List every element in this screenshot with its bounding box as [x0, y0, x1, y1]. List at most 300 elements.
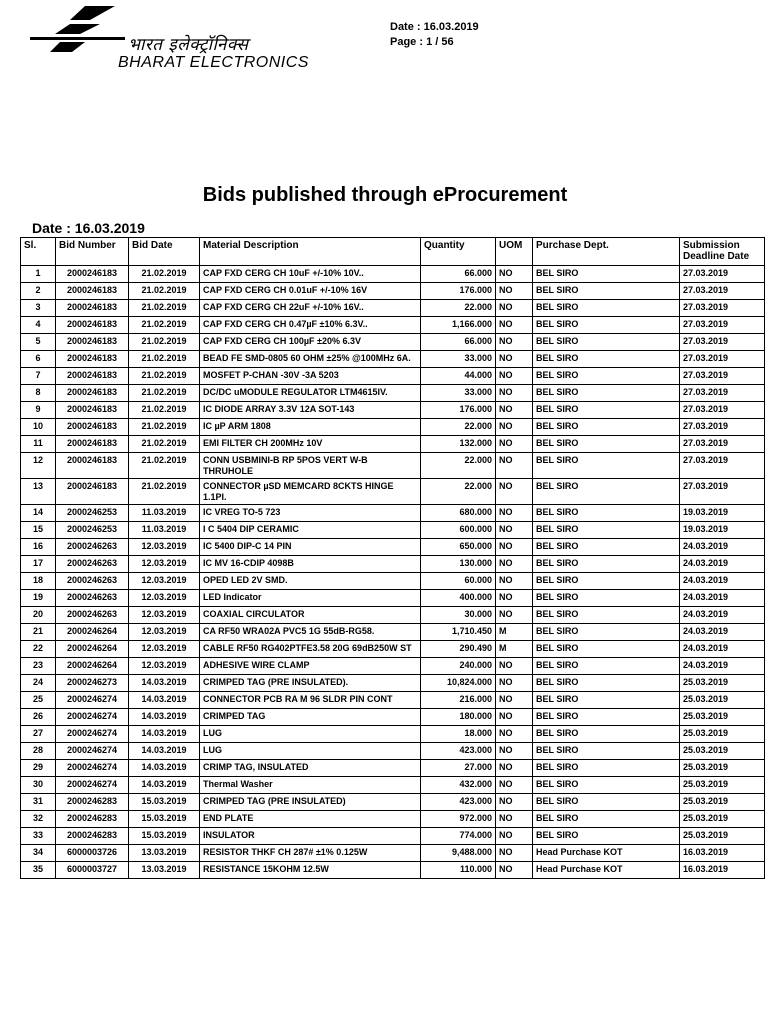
cell-material-description: OPED LED 2V SMD.: [200, 573, 421, 590]
cell-purchase-dept: BEL SIRO: [533, 675, 680, 692]
cell-serial: 10: [21, 419, 56, 436]
cell-serial: 24: [21, 675, 56, 692]
cell-material-description: CONNECTOR µSD MEMCARD 8CKTS HINGE 1.1PI.: [200, 479, 421, 505]
cell-bid-number: 2000246263: [56, 607, 129, 624]
cell-bid-date: 14.03.2019: [129, 692, 200, 709]
table-row: [21, 590, 765, 607]
cell-submission-deadline: 25.03.2019: [680, 794, 765, 811]
table-row: [21, 266, 765, 283]
cell-bid-number: 2000246183: [56, 402, 129, 419]
cell-uom: NO: [496, 607, 533, 624]
cell-submission-deadline: 27.03.2019: [680, 453, 765, 479]
company-logo: [30, 6, 350, 72]
cell-quantity: 240.000: [421, 658, 496, 675]
cell-submission-deadline: 27.03.2019: [680, 402, 765, 419]
table-row: [21, 607, 765, 624]
table-row: [21, 692, 765, 709]
cell-quantity: 176.000: [421, 283, 496, 300]
cell-serial: 9: [21, 402, 56, 419]
cell-bid-number: 6000003726: [56, 845, 129, 862]
cell-purchase-dept: BEL SIRO: [533, 368, 680, 385]
logo-hindi-text: भारत इलेक्ट्रॉनिक्स: [128, 35, 249, 55]
cell-bid-date: 11.03.2019: [129, 522, 200, 539]
table-row: [21, 283, 765, 300]
cell-material-description: IC VREG TO-5 723: [200, 505, 421, 522]
page-title: Bids published through eProcurement: [202, 184, 568, 206]
cell-quantity: 432.000: [421, 777, 496, 794]
cell-submission-deadline: 25.03.2019: [680, 726, 765, 743]
cell-quantity: 60.000: [421, 573, 496, 590]
cell-purchase-dept: BEL SIRO: [533, 385, 680, 402]
cell-bid-number: 2000246183: [56, 334, 129, 351]
cell-bid-number: 2000246264: [56, 641, 129, 658]
cell-quantity: 132.000: [421, 436, 496, 453]
cell-bid-date: 21.02.2019: [129, 419, 200, 436]
cell-serial: 21: [21, 624, 56, 641]
cell-purchase-dept: BEL SIRO: [533, 811, 680, 828]
cell-serial: 22: [21, 641, 56, 658]
cell-uom: NO: [496, 283, 533, 300]
table-row: [21, 675, 765, 692]
cell-quantity: 774.000: [421, 828, 496, 845]
cell-serial: 16: [21, 539, 56, 556]
cell-purchase-dept: BEL SIRO: [533, 334, 680, 351]
cell-submission-deadline: 27.03.2019: [680, 317, 765, 334]
cell-purchase-dept: BEL SIRO: [533, 453, 680, 479]
cell-bid-number: 2000246264: [56, 624, 129, 641]
cell-purchase-dept: BEL SIRO: [533, 479, 680, 505]
cell-bid-date: 21.02.2019: [129, 479, 200, 505]
cell-bid-number: 2000246183: [56, 385, 129, 402]
cell-submission-deadline: 24.03.2019: [680, 573, 765, 590]
cell-purchase-dept: Head Purchase KOT: [533, 845, 680, 862]
cell-bid-date: 13.03.2019: [129, 862, 200, 879]
cell-uom: NO: [496, 368, 533, 385]
cell-submission-deadline: 27.03.2019: [680, 479, 765, 505]
cell-material-description: Thermal Washer: [200, 777, 421, 794]
cell-submission-deadline: 25.03.2019: [680, 675, 765, 692]
table-row: [21, 777, 765, 794]
cell-bid-number: 2000246183: [56, 283, 129, 300]
cell-material-description: CAP FXD CERG CH 10uF +/-10% 10V..: [200, 266, 421, 283]
cell-serial: 32: [21, 811, 56, 828]
table-row: [21, 505, 765, 522]
cell-submission-deadline: 24.03.2019: [680, 607, 765, 624]
cell-purchase-dept: BEL SIRO: [533, 709, 680, 726]
table-row: [21, 624, 765, 641]
cell-submission-deadline: 25.03.2019: [680, 743, 765, 760]
cell-submission-deadline: 27.03.2019: [680, 283, 765, 300]
cell-quantity: 66.000: [421, 334, 496, 351]
table-row: [21, 845, 765, 862]
table-row: [21, 334, 765, 351]
cell-purchase-dept: BEL SIRO: [533, 624, 680, 641]
cell-bid-date: 12.03.2019: [129, 556, 200, 573]
cell-bid-date: 14.03.2019: [129, 726, 200, 743]
cell-serial: 5: [21, 334, 56, 351]
cell-uom: NO: [496, 845, 533, 862]
cell-quantity: 44.000: [421, 368, 496, 385]
cell-purchase-dept: BEL SIRO: [533, 641, 680, 658]
cell-bid-number: 2000246183: [56, 479, 129, 505]
column-header: Bid Date: [129, 238, 200, 266]
column-header: Bid Number: [56, 238, 129, 266]
table-row: [21, 522, 765, 539]
cell-uom: NO: [496, 675, 533, 692]
table-row: [21, 811, 765, 828]
cell-material-description: END PLATE: [200, 811, 421, 828]
cell-bid-number: 2000246183: [56, 317, 129, 334]
cell-material-description: LUG: [200, 743, 421, 760]
cell-purchase-dept: BEL SIRO: [533, 402, 680, 419]
cell-material-description: EMI FILTER CH 200MHz 10V: [200, 436, 421, 453]
table-row: [21, 760, 765, 777]
cell-bid-number: 2000246183: [56, 300, 129, 317]
cell-submission-deadline: 24.03.2019: [680, 641, 765, 658]
cell-bid-date: 15.03.2019: [129, 811, 200, 828]
cell-bid-number: 2000246263: [56, 556, 129, 573]
column-header: Sl.: [21, 238, 56, 266]
cell-purchase-dept: BEL SIRO: [533, 590, 680, 607]
cell-bid-date: 21.02.2019: [129, 436, 200, 453]
cell-material-description: CRIMPED TAG: [200, 709, 421, 726]
cell-material-description: LUG: [200, 726, 421, 743]
table-row: [21, 556, 765, 573]
column-header: UOM: [496, 238, 533, 266]
table-row: [21, 351, 765, 368]
cell-purchase-dept: BEL SIRO: [533, 419, 680, 436]
cell-bid-number: 2000246274: [56, 709, 129, 726]
cell-purchase-dept: BEL SIRO: [533, 283, 680, 300]
cell-bid-date: 21.02.2019: [129, 402, 200, 419]
cell-quantity: 423.000: [421, 743, 496, 760]
cell-material-description: CAP FXD CERG CH 0.01uF +/-10% 16V: [200, 283, 421, 300]
cell-serial: 8: [21, 385, 56, 402]
table-row: [21, 385, 765, 402]
cell-quantity: 1,166.000: [421, 317, 496, 334]
column-header: Purchase Dept.: [533, 238, 680, 266]
cell-bid-number: 2000246274: [56, 743, 129, 760]
cell-bid-number: 2000246183: [56, 453, 129, 479]
cell-bid-date: 12.03.2019: [129, 658, 200, 675]
cell-quantity: 22.000: [421, 300, 496, 317]
cell-material-description: RESISTOR THKF CH 287# ±1% 0.125W: [200, 845, 421, 862]
cell-uom: NO: [496, 658, 533, 675]
cell-submission-deadline: 16.03.2019: [680, 862, 765, 879]
cell-material-description: MOSFET P-CHAN -30V -3A 5203: [200, 368, 421, 385]
cell-serial: 30: [21, 777, 56, 794]
cell-uom: NO: [496, 828, 533, 845]
cell-serial: 1: [21, 266, 56, 283]
cell-bid-number: 2000246274: [56, 692, 129, 709]
table-row: [21, 453, 765, 479]
table-row: [21, 641, 765, 658]
cell-serial: 12: [21, 453, 56, 479]
cell-bid-date: 12.03.2019: [129, 573, 200, 590]
cell-serial: 6: [21, 351, 56, 368]
logo-english-text: BHARAT ELECTRONICS: [118, 54, 309, 71]
cell-bid-date: 21.02.2019: [129, 385, 200, 402]
cell-purchase-dept: BEL SIRO: [533, 317, 680, 334]
cell-material-description: CAP FXD CERG CH 22uF +/-10% 16V..: [200, 300, 421, 317]
cell-bid-date: 12.03.2019: [129, 539, 200, 556]
cell-uom: NO: [496, 743, 533, 760]
cell-bid-number: 2000246183: [56, 419, 129, 436]
column-header: Material Description: [200, 238, 421, 266]
cell-purchase-dept: BEL SIRO: [533, 556, 680, 573]
cell-bid-number: 2000246253: [56, 505, 129, 522]
cell-serial: 15: [21, 522, 56, 539]
column-header: Quantity: [421, 238, 496, 266]
cell-submission-deadline: 24.03.2019: [680, 539, 765, 556]
table-row: [21, 743, 765, 760]
cell-bid-date: 14.03.2019: [129, 777, 200, 794]
cell-quantity: 66.000: [421, 266, 496, 283]
cell-serial: 19: [21, 590, 56, 607]
cell-quantity: 650.000: [421, 539, 496, 556]
cell-submission-deadline: 27.03.2019: [680, 300, 765, 317]
cell-submission-deadline: 27.03.2019: [680, 419, 765, 436]
table-header-row: [21, 238, 765, 266]
report-date: Date : 16.03.2019: [32, 220, 145, 236]
table-body: [21, 266, 765, 879]
cell-uom: NO: [496, 351, 533, 368]
cell-uom: NO: [496, 522, 533, 539]
cell-serial: 17: [21, 556, 56, 573]
cell-purchase-dept: BEL SIRO: [533, 300, 680, 317]
cell-purchase-dept: BEL SIRO: [533, 539, 680, 556]
page-meta: [390, 20, 479, 50]
cell-serial: 25: [21, 692, 56, 709]
cell-purchase-dept: BEL SIRO: [533, 351, 680, 368]
cell-uom: NO: [496, 862, 533, 879]
cell-submission-deadline: 25.03.2019: [680, 777, 765, 794]
cell-purchase-dept: Head Purchase KOT: [533, 862, 680, 879]
cell-bid-date: 14.03.2019: [129, 760, 200, 777]
bids-table: [20, 237, 765, 879]
cell-bid-number: 2000246283: [56, 794, 129, 811]
cell-quantity: 22.000: [421, 453, 496, 479]
cell-bid-date: 15.03.2019: [129, 828, 200, 845]
table-row: [21, 709, 765, 726]
cell-submission-deadline: 27.03.2019: [680, 385, 765, 402]
cell-submission-deadline: 27.03.2019: [680, 368, 765, 385]
cell-serial: 14: [21, 505, 56, 522]
cell-material-description: IC DIODE ARRAY 3.3V 12A SOT-143: [200, 402, 421, 419]
cell-material-description: ADHESIVE WIRE CLAMP: [200, 658, 421, 675]
cell-serial: 31: [21, 794, 56, 811]
cell-uom: NO: [496, 266, 533, 283]
cell-material-description: RESISTANCE 15KOHM 12.5W: [200, 862, 421, 879]
cell-uom: NO: [496, 590, 533, 607]
cell-serial: 26: [21, 709, 56, 726]
cell-submission-deadline: 19.03.2019: [680, 505, 765, 522]
table-row: [21, 794, 765, 811]
table-row: [21, 436, 765, 453]
cell-bid-date: 12.03.2019: [129, 607, 200, 624]
cell-bid-date: 21.02.2019: [129, 300, 200, 317]
cell-serial: 20: [21, 607, 56, 624]
cell-purchase-dept: BEL SIRO: [533, 607, 680, 624]
cell-material-description: BEAD FE SMD-0805 60 OHM ±25% @100MHz 6A.: [200, 351, 421, 368]
cell-bid-number: 2000246183: [56, 436, 129, 453]
cell-bid-date: 11.03.2019: [129, 505, 200, 522]
cell-material-description: INSULATOR: [200, 828, 421, 845]
cell-bid-date: 14.03.2019: [129, 675, 200, 692]
cell-uom: NO: [496, 811, 533, 828]
cell-serial: 11: [21, 436, 56, 453]
cell-serial: 2: [21, 283, 56, 300]
cell-bid-date: 12.03.2019: [129, 641, 200, 658]
cell-bid-date: 21.02.2019: [129, 368, 200, 385]
cell-uom: NO: [496, 726, 533, 743]
cell-submission-deadline: 27.03.2019: [680, 436, 765, 453]
cell-bid-number: 2000246264: [56, 658, 129, 675]
cell-submission-deadline: 25.03.2019: [680, 811, 765, 828]
cell-uom: NO: [496, 453, 533, 479]
cell-quantity: 400.000: [421, 590, 496, 607]
cell-quantity: 9,488.000: [421, 845, 496, 862]
cell-uom: NO: [496, 402, 533, 419]
cell-material-description: IC MV 16-CDIP 4098B: [200, 556, 421, 573]
cell-bid-date: 12.03.2019: [129, 590, 200, 607]
cell-purchase-dept: BEL SIRO: [533, 777, 680, 794]
cell-uom: NO: [496, 385, 533, 402]
cell-uom: NO: [496, 334, 533, 351]
cell-quantity: 680.000: [421, 505, 496, 522]
cell-purchase-dept: BEL SIRO: [533, 828, 680, 845]
cell-serial: 23: [21, 658, 56, 675]
cell-quantity: 30.000: [421, 607, 496, 624]
cell-uom: NO: [496, 760, 533, 777]
cell-uom: NO: [496, 317, 533, 334]
cell-bid-number: 2000246283: [56, 828, 129, 845]
cell-submission-deadline: 27.03.2019: [680, 266, 765, 283]
cell-bid-date: 14.03.2019: [129, 743, 200, 760]
cell-material-description: CA RF50 WRA02A PVC5 1G 55dB-RG58.: [200, 624, 421, 641]
cell-submission-deadline: 24.03.2019: [680, 624, 765, 641]
cell-quantity: 176.000: [421, 402, 496, 419]
cell-quantity: 110.000: [421, 862, 496, 879]
cell-uom: NO: [496, 692, 533, 709]
cell-submission-deadline: 25.03.2019: [680, 709, 765, 726]
cell-submission-deadline: 19.03.2019: [680, 522, 765, 539]
cell-material-description: CAP FXD CERG CH 100µF ±20% 6.3V: [200, 334, 421, 351]
meta-page: Page : 1 / 56: [390, 36, 454, 48]
cell-material-description: CAP FXD CERG CH 0.47µF ±10% 6.3V..: [200, 317, 421, 334]
cell-quantity: 33.000: [421, 351, 496, 368]
cell-bid-date: 21.02.2019: [129, 351, 200, 368]
cell-submission-deadline: 24.03.2019: [680, 556, 765, 573]
column-header: Submission Deadline Date: [680, 238, 765, 266]
cell-quantity: 130.000: [421, 556, 496, 573]
cell-uom: NO: [496, 794, 533, 811]
cell-submission-deadline: 24.03.2019: [680, 590, 765, 607]
cell-quantity: 1,710.450: [421, 624, 496, 641]
cell-quantity: 33.000: [421, 385, 496, 402]
cell-bid-number: 2000246273: [56, 675, 129, 692]
cell-material-description: CABLE RF50 RG402PTFE3.58 20G 69dB250W ST: [200, 641, 421, 658]
cell-bid-date: 21.02.2019: [129, 266, 200, 283]
cell-submission-deadline: 27.03.2019: [680, 351, 765, 368]
table-row: [21, 862, 765, 879]
table-row: [21, 658, 765, 675]
cell-submission-deadline: 25.03.2019: [680, 760, 765, 777]
table-row: [21, 479, 765, 505]
cell-bid-number: 2000246183: [56, 368, 129, 385]
cell-quantity: 18.000: [421, 726, 496, 743]
table-row: [21, 300, 765, 317]
cell-submission-deadline: 24.03.2019: [680, 658, 765, 675]
cell-bid-date: 14.03.2019: [129, 709, 200, 726]
cell-bid-number: 2000246183: [56, 266, 129, 283]
cell-bid-date: 21.02.2019: [129, 317, 200, 334]
cell-uom: NO: [496, 539, 533, 556]
table-row: [21, 368, 765, 385]
cell-uom: NO: [496, 709, 533, 726]
cell-bid-number: 2000246183: [56, 351, 129, 368]
cell-quantity: 10,824.000: [421, 675, 496, 692]
cell-bid-number: 2000246263: [56, 573, 129, 590]
cell-purchase-dept: BEL SIRO: [533, 726, 680, 743]
cell-uom: NO: [496, 505, 533, 522]
cell-quantity: 216.000: [421, 692, 496, 709]
cell-purchase-dept: BEL SIRO: [533, 436, 680, 453]
cell-material-description: COAXIAL CIRCULATOR: [200, 607, 421, 624]
cell-quantity: 290.490: [421, 641, 496, 658]
cell-uom: M: [496, 624, 533, 641]
cell-bid-date: 21.02.2019: [129, 334, 200, 351]
cell-quantity: 27.000: [421, 760, 496, 777]
cell-bid-number: 6000003727: [56, 862, 129, 879]
table-row: [21, 726, 765, 743]
cell-uom: NO: [496, 300, 533, 317]
cell-serial: 27: [21, 726, 56, 743]
cell-bid-date: 13.03.2019: [129, 845, 200, 862]
cell-uom: NO: [496, 479, 533, 505]
cell-material-description: IC µP ARM 1808: [200, 419, 421, 436]
cell-purchase-dept: BEL SIRO: [533, 505, 680, 522]
cell-purchase-dept: BEL SIRO: [533, 522, 680, 539]
cell-quantity: 22.000: [421, 479, 496, 505]
cell-material-description: I C 5404 DIP CERAMIC: [200, 522, 421, 539]
cell-bid-number: 2000246274: [56, 726, 129, 743]
cell-purchase-dept: BEL SIRO: [533, 658, 680, 675]
cell-material-description: CONNECTOR PCB RA M 96 SLDR PIN CONT: [200, 692, 421, 709]
cell-bid-date: 21.02.2019: [129, 283, 200, 300]
cell-quantity: 22.000: [421, 419, 496, 436]
table-row: [21, 539, 765, 556]
cell-purchase-dept: BEL SIRO: [533, 760, 680, 777]
cell-submission-deadline: 25.03.2019: [680, 692, 765, 709]
cell-material-description: DC/DC uMODULE REGULATOR LTM4615IV.: [200, 385, 421, 402]
cell-uom: M: [496, 641, 533, 658]
cell-serial: 33: [21, 828, 56, 845]
cell-bid-date: 21.02.2019: [129, 453, 200, 479]
cell-bid-date: 12.03.2019: [129, 624, 200, 641]
table-row: [21, 402, 765, 419]
cell-bid-number: 2000246263: [56, 590, 129, 607]
cell-uom: NO: [496, 777, 533, 794]
table-row: [21, 573, 765, 590]
cell-material-description: CRIMP TAG, INSULATED: [200, 760, 421, 777]
cell-submission-deadline: 27.03.2019: [680, 334, 765, 351]
cell-material-description: CRIMPED TAG (PRE INSULATED).: [200, 675, 421, 692]
cell-bid-date: 15.03.2019: [129, 794, 200, 811]
cell-serial: 18: [21, 573, 56, 590]
cell-purchase-dept: BEL SIRO: [533, 743, 680, 760]
table-row: [21, 419, 765, 436]
